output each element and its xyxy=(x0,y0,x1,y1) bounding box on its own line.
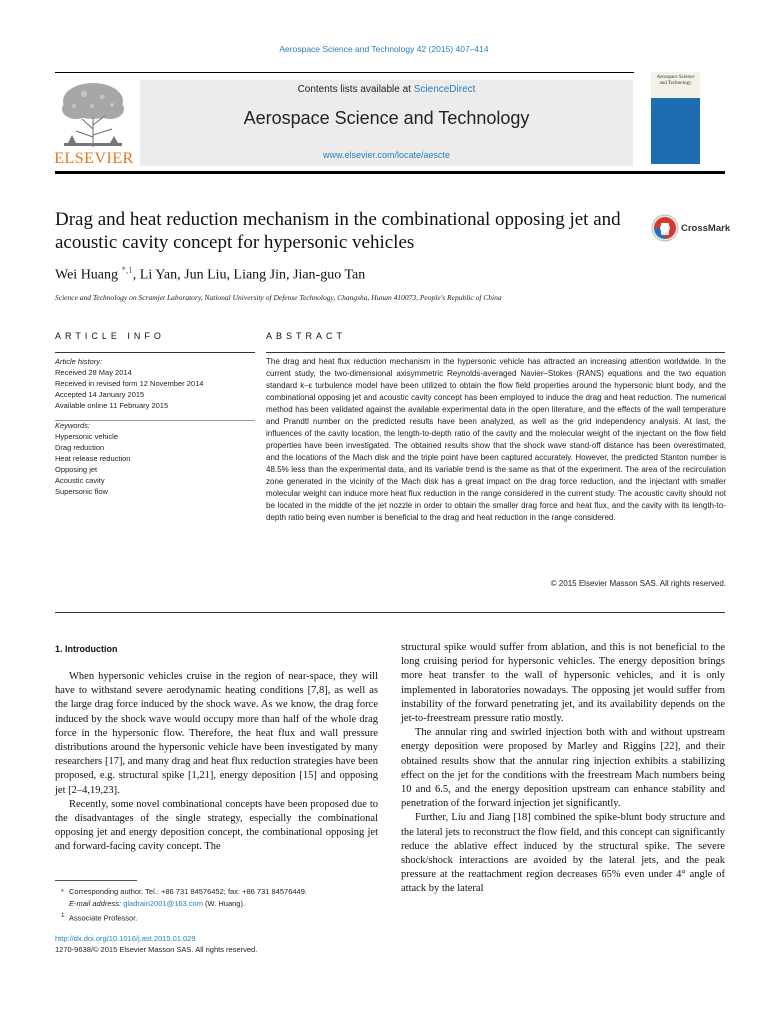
author-marks-link[interactable]: *,1 xyxy=(121,265,133,275)
article-info-rule xyxy=(55,352,255,353)
journal-title: Aerospace Science and Technology xyxy=(243,108,530,128)
publication-info xyxy=(55,933,257,955)
keywords-label: Keywords: xyxy=(55,421,91,430)
footnote-rule xyxy=(55,880,137,881)
author-lead: Wei Huang xyxy=(55,267,119,283)
body-column-left xyxy=(55,670,378,855)
revised-date: Received in revised form 12 November 2014 xyxy=(55,379,204,388)
associate-professor-note: Associate Professor. xyxy=(69,913,138,923)
keyword: Supersonic flow xyxy=(55,487,108,496)
accepted-date: Accepted 14 January 2015 xyxy=(55,390,145,399)
crossmark-icon xyxy=(651,214,679,242)
author-list xyxy=(55,265,365,284)
journal-cover-thumbnail[interactable] xyxy=(651,72,700,164)
online-date: Available online 11 February 2015 xyxy=(55,401,169,410)
body-paragraph: When hypersonic vehicles cruise in the region of near-space, they will have to withstand severe aerodynamic heating conditions [7,8], as well as the large drag force induced by the shock wave. As we know, the drag force induced by the shock wave would occupy more than half of the whole drag force in the hypersonic flow. Therefore, the heat flux and wall pressure distributions around the hypersonic vehicle have been investigated by many researchers [17], and many drag and heat flux reduction strategies have been proposed, e.g. structural spike [1,21], energy deposition [15] and opposing jet [2–4,19,23]. xyxy=(55,671,378,796)
history-label: Article history: xyxy=(55,357,103,366)
authors-rest: , Li Yan, Jun Liu, Liang Jin, Jian-guo Tan xyxy=(132,267,366,283)
journal-homepage-link[interactable]: www.elsevier.com/locate/aescte xyxy=(322,150,451,160)
abstract-heading: ABSTRACT xyxy=(266,331,347,341)
cover-title: Aerospace Science and Technology xyxy=(656,75,695,86)
author-email-link[interactable]: gladrain2001@163.com xyxy=(123,899,203,908)
body-paragraph: The annular ring and swirled injection both with and without upstream energy deposition were proposed by Marley and Riggins [22], and their obtained results show that the annular ring injection exhibits a stabilizing effect on the jet for the conditions with the freestream Mach numbers being 10 and 6.5, and the energy deposition upstream can enhance stability and penetration of the forward injection jet significantly. xyxy=(401,727,725,810)
section-heading-introduction: 1. Introduction xyxy=(55,644,118,654)
keyword: Hypersonic vehicle xyxy=(55,432,118,441)
keyword: Drag reduction xyxy=(55,443,105,452)
abstract-rule xyxy=(266,352,725,353)
email-label: E-mail address: xyxy=(69,899,122,908)
article-info-heading: ARTICLE INFO xyxy=(55,331,165,341)
affiliation: Science and Technology on Scramjet Laboratory, National University of Defense Technology, Changsha, Hunan 410073, People's Republic of China xyxy=(55,293,502,302)
body-paragraph: Recently, some novel combinational concepts have been proposed due to the disadvantages of the single strategy, especially the combinational opposing jet and energy deposition concept, the combinational opposing jet and forward-facing cavity concept. The xyxy=(55,798,378,853)
header-top-rule xyxy=(55,72,634,73)
keyword: Heat release reduction xyxy=(55,454,131,463)
keyword: Acoustic cavity xyxy=(55,476,105,485)
contents-available-line: Contents lists available at ScienceDirect xyxy=(297,84,476,95)
crossmark-label: CrossMark xyxy=(681,223,731,234)
footnote-mark: 1 xyxy=(61,912,65,919)
publisher-wordmark: ELSEVIER xyxy=(54,150,134,167)
abstract-copyright: © 2015 Elsevier Masson SAS. All rights reserved. xyxy=(550,579,726,588)
corresponding-author-note: Corresponding author. Tel.: +86 731 84576452; fax: +86 731 84576449. xyxy=(69,887,307,896)
journal-citation[interactable]: Aerospace Science and Technology 42 (2015) 407–414 xyxy=(279,44,489,54)
article-info-divider xyxy=(55,420,255,421)
crossmark-badge[interactable] xyxy=(651,214,731,244)
article-title: Drag and heat reduction mechanism in the combinational opposing jet and acoustic cavity concept for hypersonic vehicles xyxy=(55,209,621,253)
received-date: Received 28 May 2014 xyxy=(55,368,132,377)
body-paragraph: Further, Liu and Jiang [18] combined the spike-blunt body structure and the lateral jets to reconstruct the flow field, and this concept can significantly reduce the ablative effect induced by the structural spike. The severe shock/shock interactions are avoided by the lateral jets, and the peak pressure at the reattachment region decreases 65% even under 4° angle of attack by the lateral xyxy=(401,812,725,895)
sciencedirect-link[interactable]: ScienceDirect xyxy=(413,84,476,95)
abstract-text: The drag and heat flux reduction mechanism in the hypersonic vehicle has attracted an increasing attention worldwide. In the current study, the two-dimensional axisymmetric Reynolds-averaged Navier–Stokes (RANS) equations and the two equation standard k–ε turbulence model have been utilized to obtain the flow field properties around the hypersonic blunt body, and the combinational opposing jet and acoustic cavity concept has been employed to induce the drag and heat reduction. The numerical method has been validated against the available experimental data in the open literature, and the effects of the wall temperature and Prandtl number on the predicted results have been analyzed, as well as the grid independency analysis. At last, the influences of the cavity location, the length-to-depth ratio of the cavity and the molecular weight of the injectant on the flow field properties have been investigated. The obtained results show that the shock wave stand-off distance has been overestimated, and the locations of the Mach disk and the triple point have been captured accurately. However, the predicted Stanton number is 48.5% less than the experimental data, and its variable trend is the same as that of the experiment. The area of the recirculation zone generated in the vicinity of the Mach disk has a great impact on the drag force reduction, and the injectant with smaller molecular weight can induce more heat flux reduction in the range considered in the current study. The acoustic cavity should not be located in the middle of the jet nozzle in order to obtain the smaller drag force and heat flux, and the cavity with its length-to-depth ratio being even number is beneficial to the drag and heat reduction in the range considered. xyxy=(266,357,726,522)
footnote-mark: * xyxy=(61,887,64,896)
journal-masthead xyxy=(140,80,633,166)
issn-copyright: 1270-9638/© 2015 Elsevier Masson SAS. All rights reserved. xyxy=(55,945,258,954)
abstract-end-rule xyxy=(55,612,725,613)
body-paragraph: structural spike would suffer from ablation, and this is not beneficial to the long cruising period for hypersonic vehicles. The energy deposition brings more heat transfer to the wall of hypersonic vehicles, and it is only implemented in laboratories nowadays. The opposing jet would suffer from instability of the forward penetrating jet, and its availability depends on the jet-to-freestream pressure ratio mostly. xyxy=(401,642,725,725)
footnotes xyxy=(55,886,385,925)
doi-link[interactable]: http://dx.doi.org/10.1016/j.ast.2015.01.029 xyxy=(55,934,196,943)
body-column-right xyxy=(401,641,725,897)
header-bottom-rule xyxy=(55,171,725,174)
keyword: Opposing jet xyxy=(55,465,98,474)
email-suffix: (W. Huang). xyxy=(202,899,246,908)
article-info-block xyxy=(55,356,255,497)
